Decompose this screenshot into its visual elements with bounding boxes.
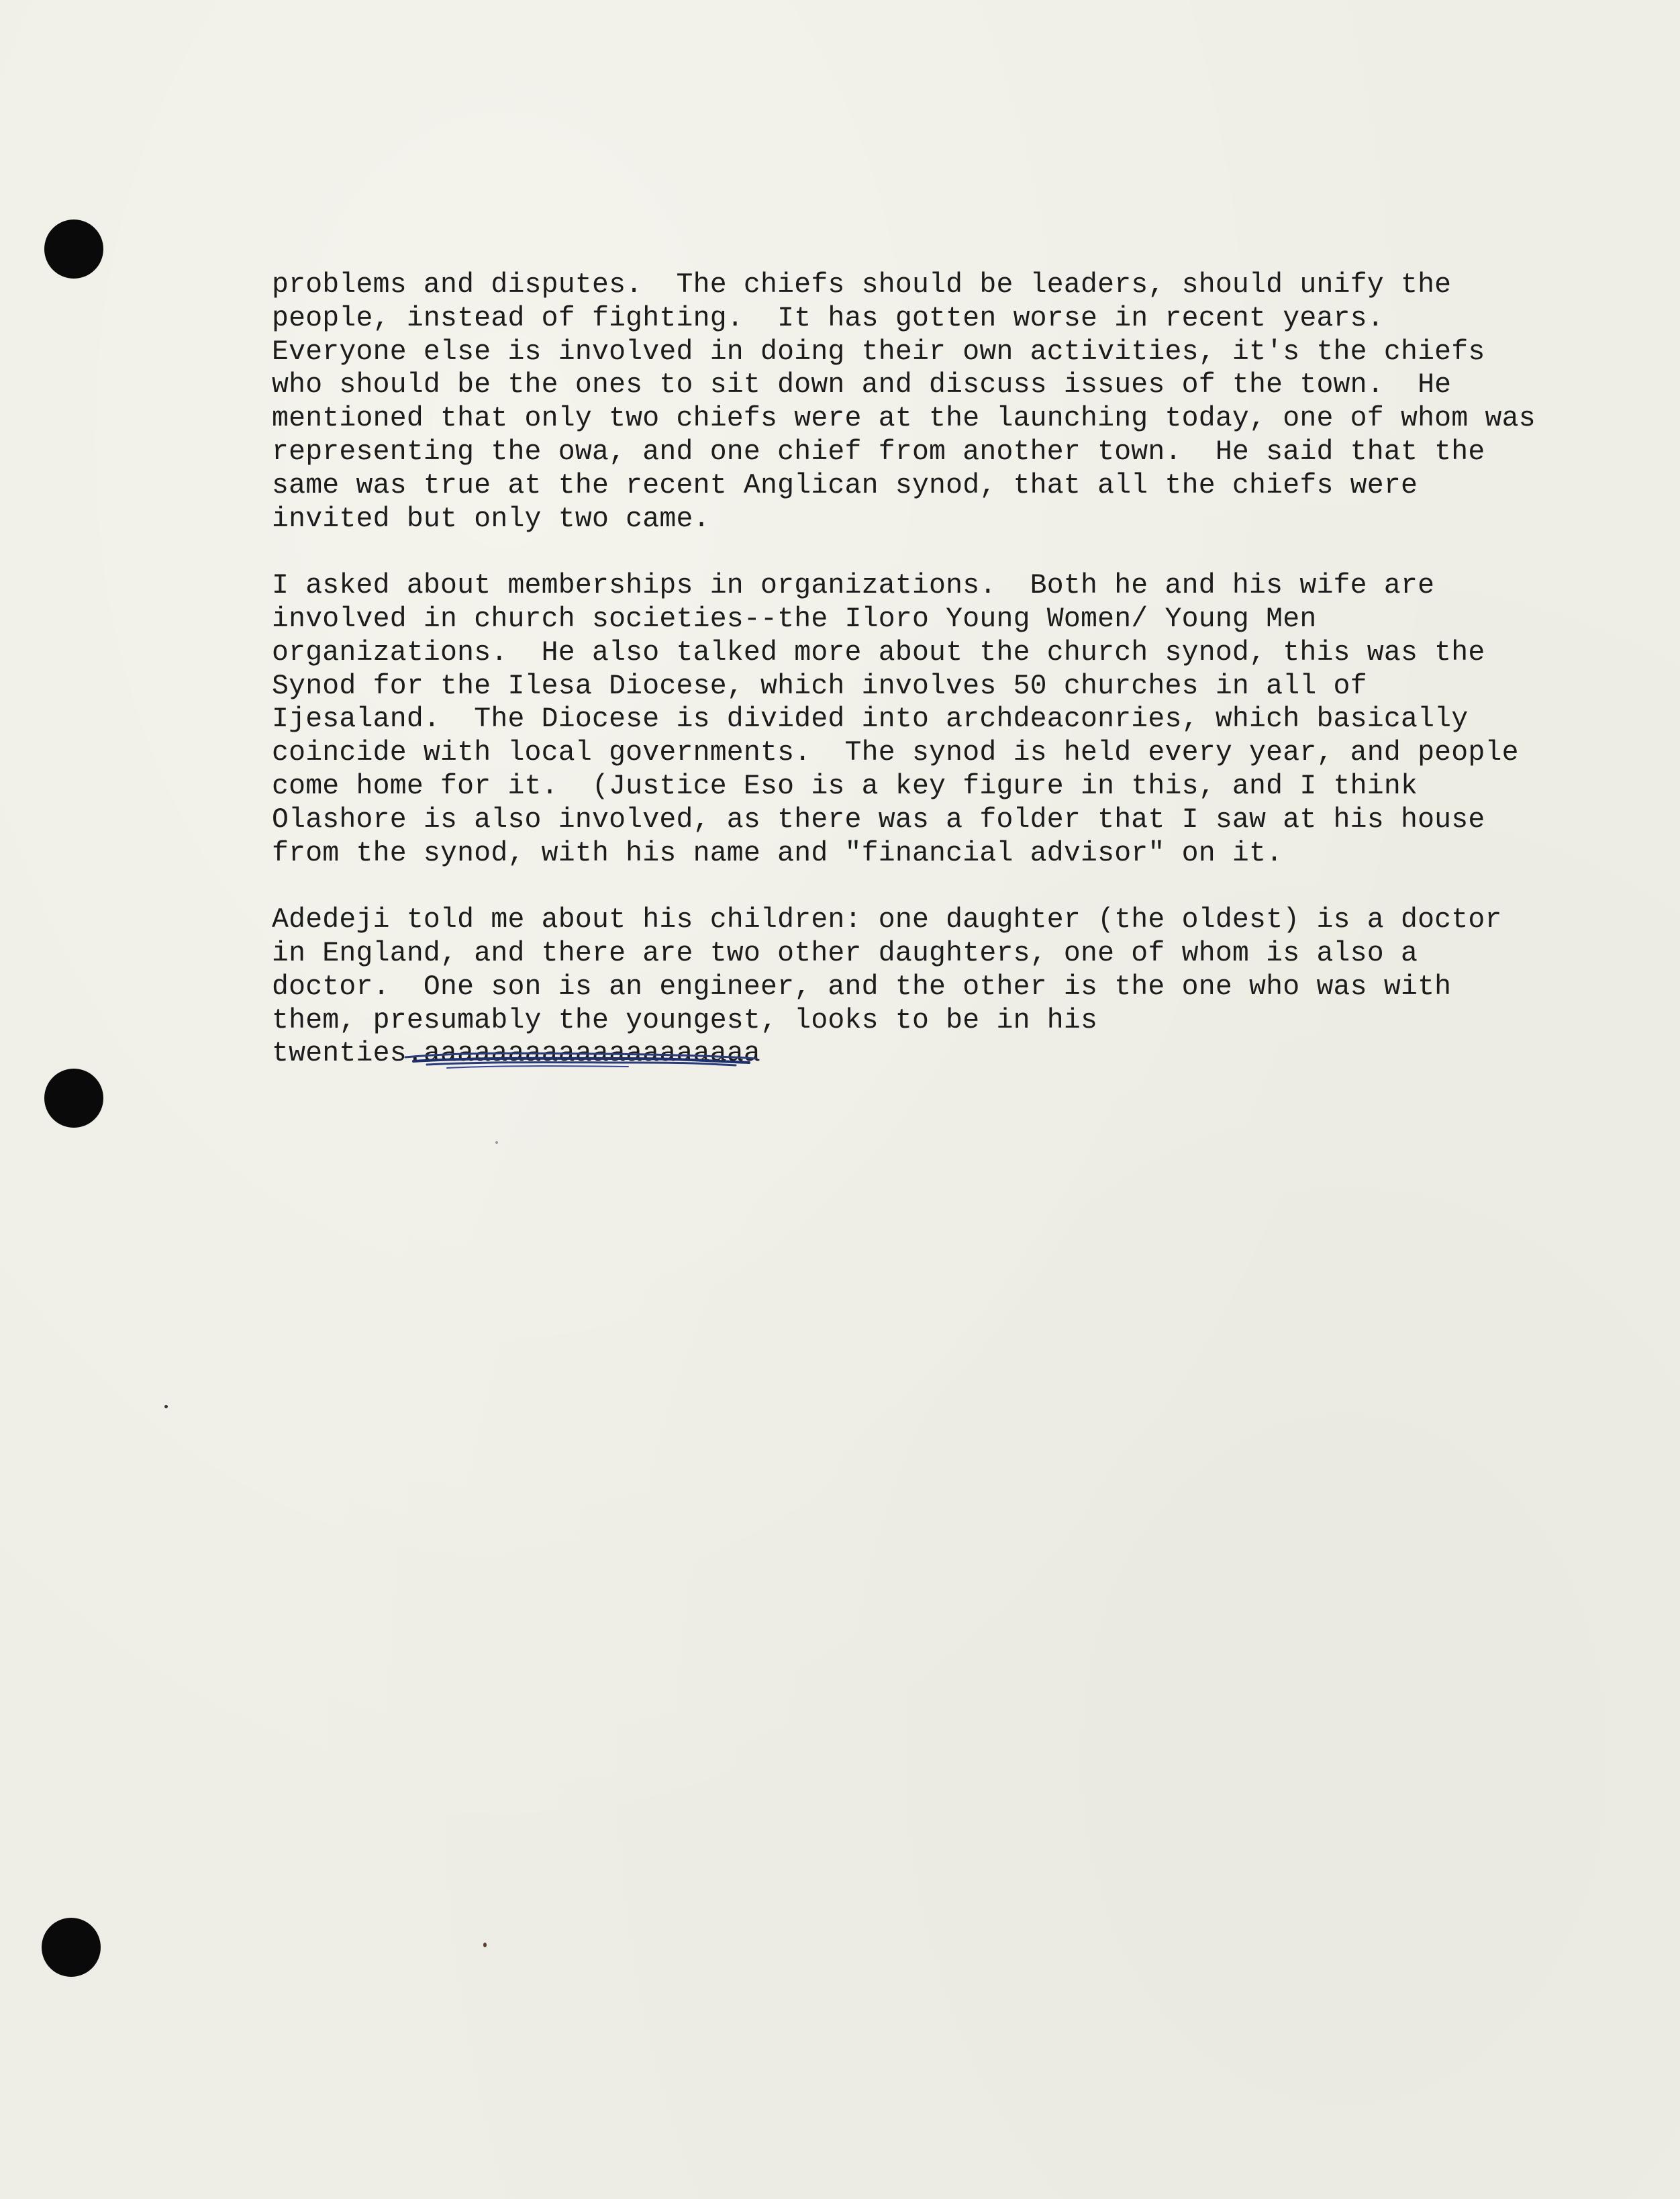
last-line-text: twenties bbox=[272, 1038, 407, 1070]
text-line: mentioned that only two chiefs were at the launching today, one of whom was bbox=[272, 403, 1536, 435]
punch-hole bbox=[44, 1069, 103, 1128]
paper-speck bbox=[495, 1141, 498, 1144]
struck-text: .aaaaaaaaaaaaaaaaaaaa bbox=[406, 1038, 761, 1070]
text-line: problems and disputes. The chiefs should be leaders, should unify the bbox=[272, 269, 1452, 301]
paper-speck bbox=[483, 1943, 487, 1947]
text-line: representing the owa, and one chief from another town. He said that the bbox=[272, 436, 1485, 468]
text-line: doctor. One son is an engineer, and the other is the one who was with bbox=[272, 971, 1452, 1003]
text-line: from the synod, with his name and "financial advisor" on it. bbox=[272, 837, 1283, 869]
paragraph-3 bbox=[272, 903, 1547, 1071]
text-line: same was true at the recent Anglican synod, that all the chiefs were bbox=[272, 469, 1418, 501]
punch-hole bbox=[42, 1918, 101, 1977]
text-line: Adedeji told me about his children: one daughter (the oldest) is a doctor bbox=[272, 904, 1502, 936]
text-line: Olashore is also involved, as there was a folder that I saw at his house bbox=[272, 803, 1485, 836]
text-line: invited but only two came. bbox=[272, 503, 710, 535]
text-line: involved in church societies--the Iloro Young Women/ Young Men bbox=[272, 603, 1317, 635]
text-line: coincide with local governments. The synod is held every year, and people bbox=[272, 737, 1519, 769]
punch-hole bbox=[44, 219, 103, 279]
text-line: in England, and there are two other daughters, one of whom is also a bbox=[272, 937, 1418, 969]
text-line: them, presumably the youngest, looks to be in his bbox=[272, 1004, 1098, 1036]
paragraph-1 bbox=[272, 268, 1547, 536]
paper-speck bbox=[164, 1405, 168, 1408]
text-line: Ijesaland. The Diocese is divided into archdeaconries, which basically bbox=[272, 703, 1469, 736]
text-line: people, instead of fighting. It has gotten worse in recent years. bbox=[272, 302, 1384, 334]
text-line: who should be the ones to sit down and discuss issues of the town. He bbox=[272, 369, 1452, 401]
text-line: come home for it. (Justice Eso is a key figure in this, and I think bbox=[272, 770, 1418, 802]
struck-out-text bbox=[407, 1037, 760, 1071]
text-line: Synod for the Ilesa Diocese, which involves 50 churches in all of bbox=[272, 670, 1367, 702]
text-line: I asked about memberships in organizations. Both he and his wife are bbox=[272, 570, 1435, 602]
paragraph-2 bbox=[272, 569, 1547, 870]
text-line: organizations. He also talked more about the church synod, this was the bbox=[272, 636, 1485, 669]
text-line: Everyone else is involved in doing their own activities, it's the chiefs bbox=[272, 336, 1485, 368]
typed-text-body bbox=[272, 268, 1547, 1104]
text-line-last bbox=[272, 1037, 1547, 1071]
